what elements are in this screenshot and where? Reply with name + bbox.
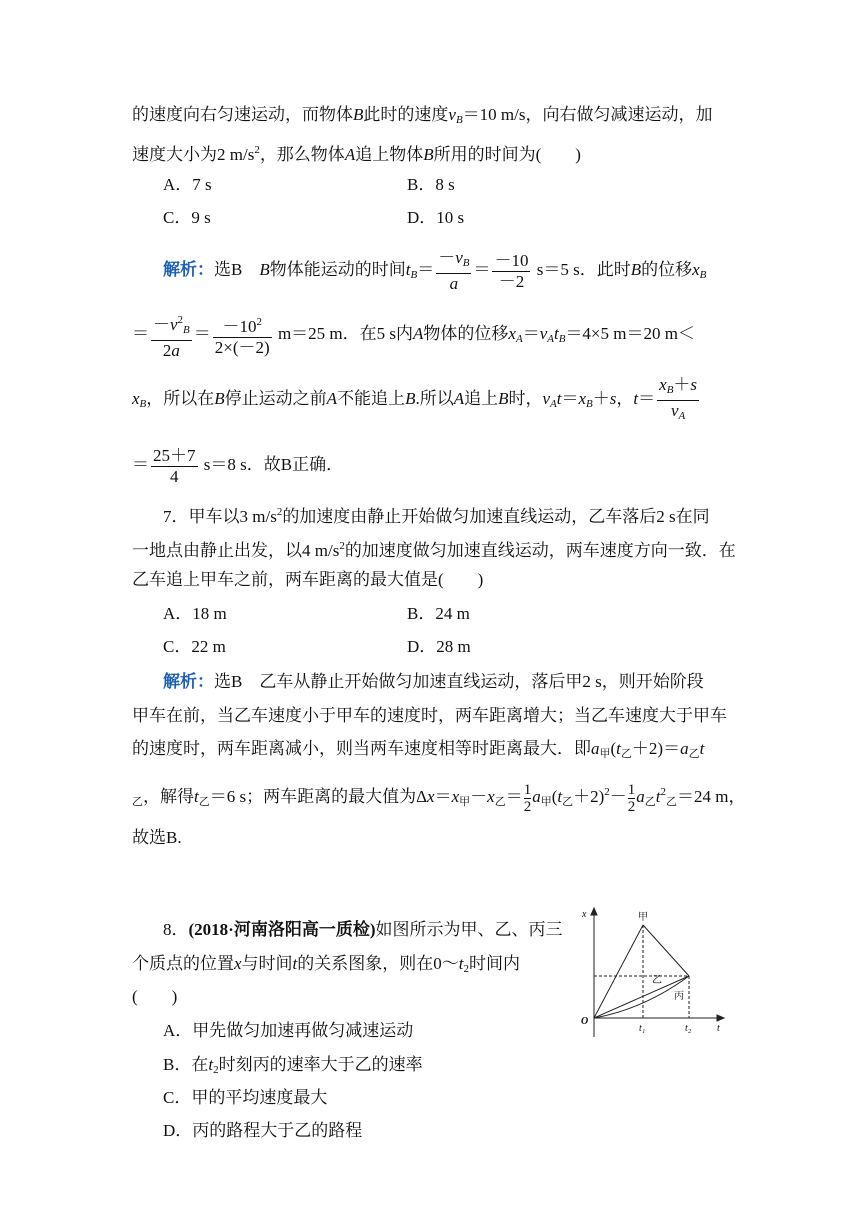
- q6-option-a: A．7 s: [163, 175, 212, 194]
- q7-solution-line4: $_乙$，解得$t_乙=6$ s；两车距离的最大值为$\Delta x=x_甲-x_乙=$ $\frac{1}{2}$ $a_甲(t_乙+2)^2-$ $\frac{1}{2}$ $a_乙t^2_乙=24$ m，: [132, 781, 746, 815]
- q7-stem-line1: 7．甲车以3 $m/s^2$的加速度由静止开始做匀加速直线运动，乙车落后2 s在同: [163, 506, 710, 526]
- q7-solution-line1: 解析：选B 乙车从静止开始做匀加速直线运动，落后甲2 s，则开始阶段: [163, 672, 704, 691]
- q7-stem-line2: 一地点由静止出发，以4 $m/s^2$的加速度做匀加速直线运动，两车速度方向一致．在: [132, 540, 736, 560]
- q6-line1: 的速度向右匀速运动，而物体B此时的速度$v_B=10$ m/s，向右做匀减速运动，加: [132, 105, 713, 126]
- q6-line2: 速度大小为2 $m/s^2$，那么物体A追上物体B所用的时间为( ): [132, 144, 581, 164]
- t2-label: t₂: [685, 1023, 692, 1034]
- label-bing: 丙: [674, 991, 684, 1002]
- q7-option-d: D．28 m: [407, 637, 471, 656]
- q8-option-a: A．甲先做匀加速再做匀减速运动: [163, 1021, 414, 1040]
- t1-label: t₁: [639, 1023, 646, 1034]
- q6-solution-line1: 解析：选B B物体能运动的时间$t_B=$ $\frac{-v_B}{a}$ ＝ $\frac{-10}{-2}$ s＝5 s．此时B的位移$x_B$: [163, 248, 707, 294]
- q8-stem-line2: 个质点的位置x与时间t的关系图象，则在$0\sim t_2$时间内: [132, 954, 521, 975]
- y-axis-label: x: [582, 909, 587, 920]
- q6-solution-line2: ＝ $\frac{-v^2_B}{2a}$ ＝ $\frac{-10^2}{2\times(-2)}$ m＝25 m．在5 s内A物体的位移$x_A=v_At_B=4\times 5$ m＝20 m＜: [132, 313, 695, 360]
- line-jia-down: [643, 925, 689, 976]
- q6-solution-line4: ＝ $\frac{25+7}{4}$ s＝8 s．故B正确．: [132, 445, 344, 486]
- q6-solution-label: 解析：: [163, 260, 214, 279]
- q6-option-b: B．8 s: [407, 175, 455, 194]
- q7-solution-line3: 的速度时，两车距离减小，则当两车速度相等时距离最大．即$a_甲(t_乙+2)=a_乙t$: [132, 739, 705, 760]
- x-axis-arrow: [717, 1015, 724, 1021]
- label-yi: 乙: [652, 975, 662, 986]
- x-axis-label: t: [717, 1023, 720, 1034]
- y-axis-arrow: [591, 908, 597, 915]
- q7-option-a: A．18 m: [163, 604, 227, 623]
- q7-solution-end: 故选B.: [132, 828, 182, 847]
- q6-option-d: D．10 s: [407, 208, 465, 227]
- q8-option-b: B．在$t_2$时刻丙的速率大于乙的速率: [163, 1055, 423, 1076]
- position-time-graph: [574, 905, 734, 1045]
- q6-solution-line3: $x_B$，所以在B停止运动之前A不能追上B.所以A追上B时，$v_At=x_B+s$，t＝ $\frac{x_B+s}{v_A}$: [132, 374, 701, 429]
- label-jia: 甲: [638, 912, 648, 923]
- q8-option-c: C．甲的平均速度最大: [163, 1088, 328, 1107]
- q7-solution-line2: 甲车在前，当乙车速度小于甲车的速度时，两车距离增大；当乙车速度大于甲车: [132, 706, 727, 725]
- q8-option-d: D．丙的路程大于乙的路程: [163, 1121, 363, 1140]
- q7-solution-label: 解析：: [163, 672, 214, 691]
- q8-stem-line1: 8．(2018·河南洛阳高一质检)如图所示为甲、乙、丙三: [163, 920, 563, 939]
- q7-stem-line3: 乙车追上甲车之前，两车距离的最大值是( ): [132, 570, 484, 589]
- q7-option-b: B．24 m: [407, 604, 470, 623]
- q6-option-c: C．9 s: [163, 208, 211, 227]
- q8-stem-line3: ( ): [132, 987, 178, 1006]
- line-jia-up: [594, 925, 643, 1018]
- origin-label: O: [581, 1016, 589, 1027]
- q8-source: (2018·河南洛阳高一质检): [188, 920, 376, 939]
- q7-option-c: C．22 m: [163, 637, 226, 656]
